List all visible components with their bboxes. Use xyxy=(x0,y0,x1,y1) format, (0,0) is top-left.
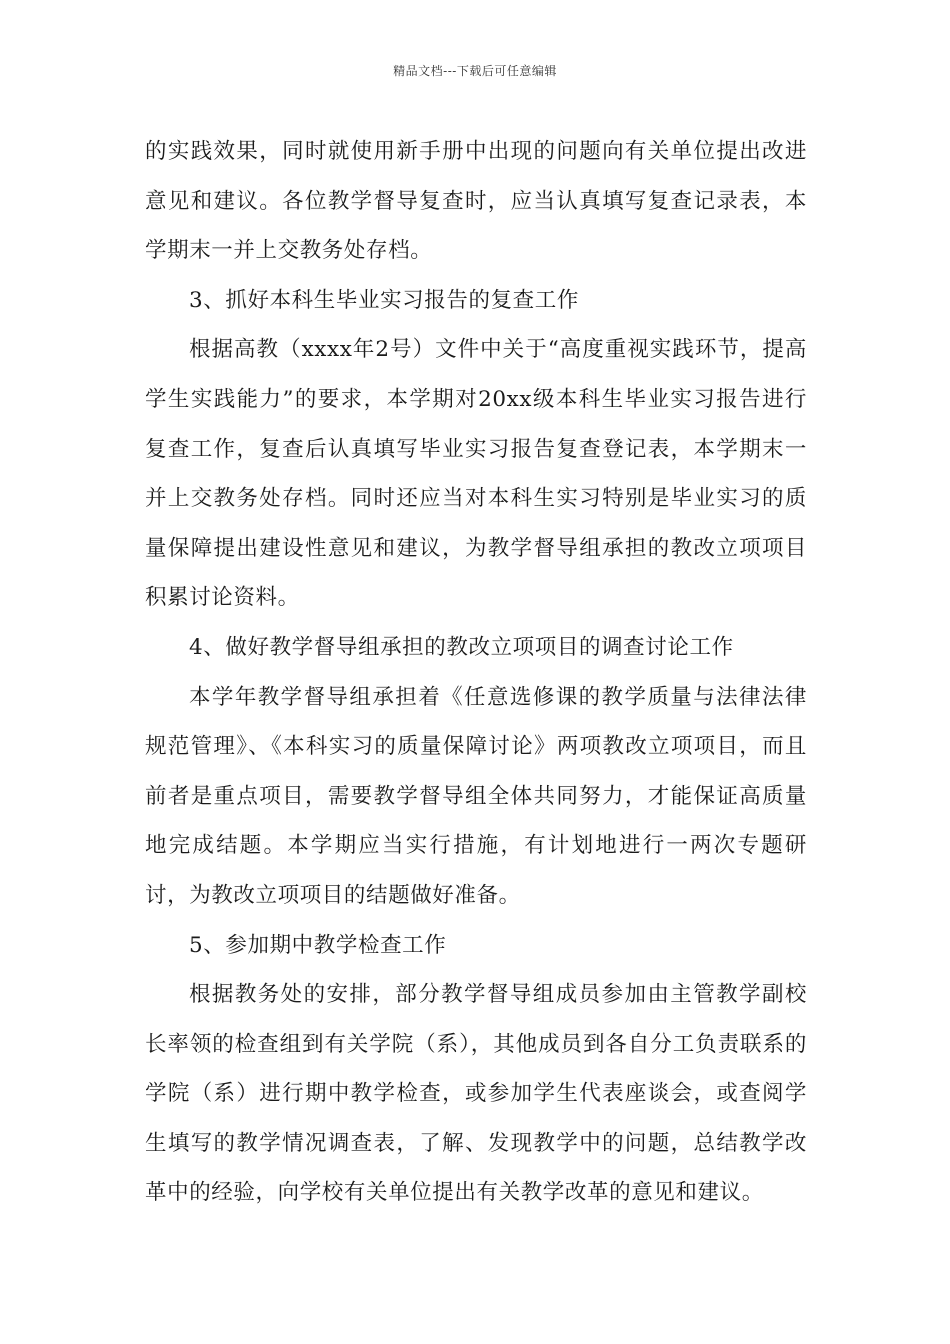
page-header: 精品文档---下载后可任意编辑 xyxy=(393,64,557,78)
paragraph-internship-review: 根据高教（xxxx年2号）文件中关于“高度重视实践环节，提高学生实践能力”的要求，本学期对20xx级本科生毕业实习报告进行复查工作，复查后认真填写毕业实习报告复查登记表，本学期末一并上交教务处存档。同时还应当对本科生实习特别是毕业实习的质量保障提出建设性意见和建议，为教学督导组承担的教改立项项目积累讨论资料。 xyxy=(145,337,807,611)
paragraph-reform-projects: 本学年教学督导组承担着《任意选修课的教学质量与法律法律规范管理》、《本科实习的质量保障讨论》两项教改立项项目，而且前者是重点项目，需要教学督导组全体共同努力，才能保证高质量地完成结题。本学期应当实行措施，有计划地进行一两次专题研讨，为教改立项项目的结题做好准备。 xyxy=(145,684,807,908)
section-heading-5: 5、参加期中教学检查工作 xyxy=(189,932,447,958)
section-heading-3: 3、抓好本科生毕业实习报告的复查工作 xyxy=(189,287,579,313)
paragraph-continuation: 的实践效果，同时就使用新手册中出现的问题向有关单位提出改进意见和建议。各位教学督导复查时，应当认真填写复查记录表，本学期末一并上交教务处存档。 xyxy=(145,139,807,264)
section-heading-4: 4、做好教学督导组承担的教改立项项目的调查讨论工作 xyxy=(189,634,734,660)
document-body xyxy=(145,127,807,1218)
paragraph-midterm-inspection: 根据教务处的安排，部分教学督导组成员参加由主管教学副校长率领的检查组到有关学院（系），其他成员到各自分工负责联系的学院（系）进行期中教学检查，或参加学生代表座谈会，或查阅学生填写的教学情况调查表，了解、发现教学中的问题，总结教学改革中的经验，向学校有关单位提出有关教学改革的意见和建议。 xyxy=(145,982,807,1206)
